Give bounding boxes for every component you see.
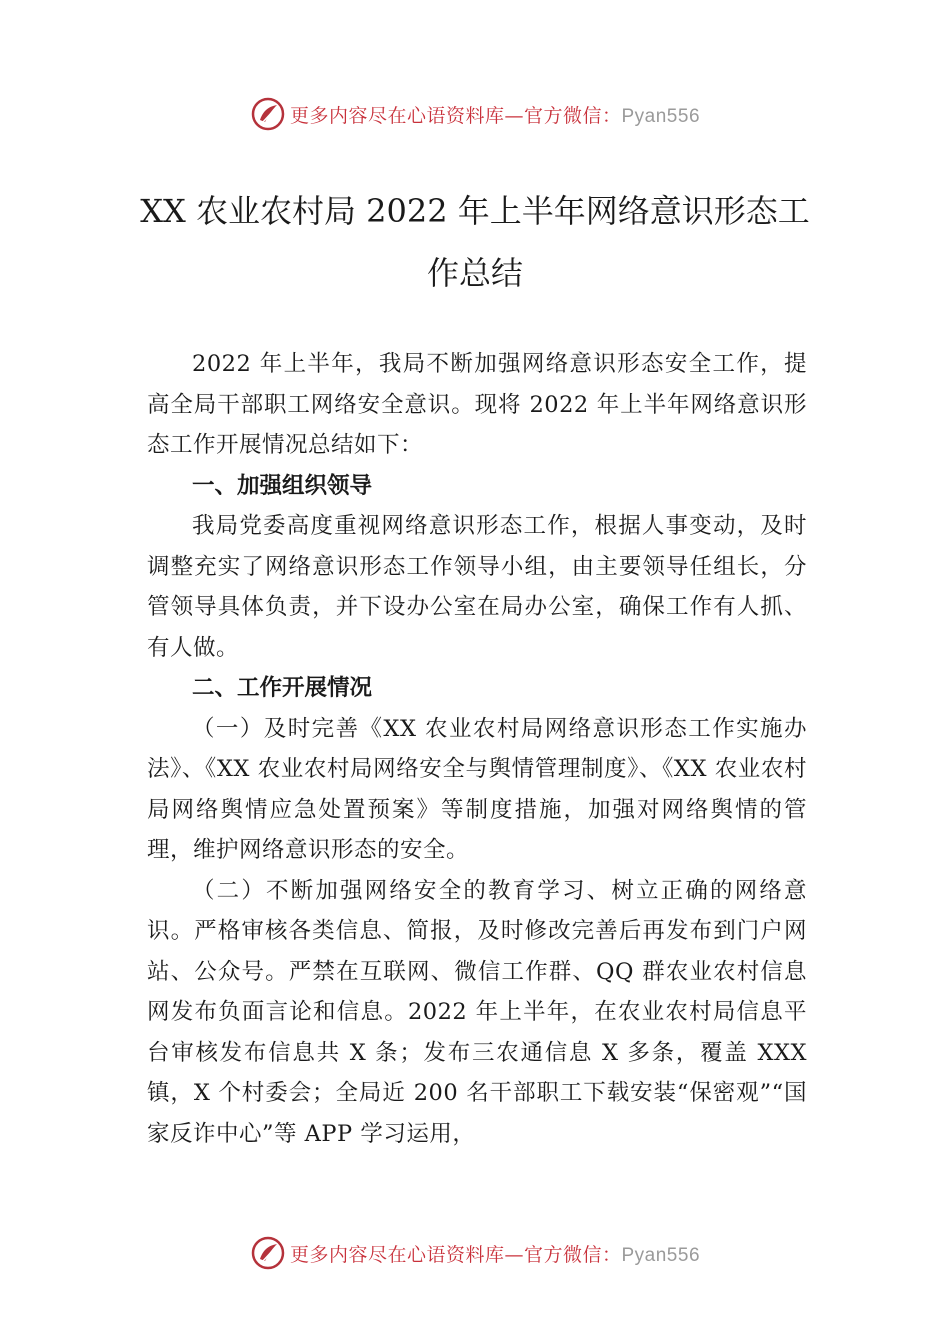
document-body (147, 344, 807, 1154)
document-title: XX 农业农村局 2022 年上半年网络意识形态工作总结 (140, 192, 810, 292)
banner-wechat-id: Pyan556 (621, 105, 701, 127)
logo-icon (250, 1235, 286, 1271)
intro-paragraph: 2022 年上半年，我局不断加强网络意识形态安全工作，提高全局干部职工网络安全意识。现将 2022 年上半年网络意识形态工作开展情况总结如下： (147, 351, 807, 458)
section-heading-1: 一、加强组织领导 (192, 472, 373, 499)
banner-label: 更多内容尽在心语资料库—官方微信： (289, 1243, 622, 1266)
paragraph-3: （二）不断加强网络安全的教育学习、树立正确的网络意识。严格审核各类信息、简报，及时修改完善后再发布到门户网站、公众号。严禁在互联网、微信工作群、QQ 群农业农村信息网发布负面言论和信息。2022 年上半年，在农业农村局信息平台审核发布信息共 X 条；发布三农通信息 X 多条，覆盖 XXX 镇，X 个村委会；全局近 200 名干部职工下载安装“保密观”“国家反诈中心”等 APP 学习运用， (147, 877, 807, 1147)
header-banner (0, 94, 950, 134)
banner-text (290, 1240, 700, 1267)
section-heading-2: 二、工作开展情况 (192, 675, 373, 701)
logo-icon (250, 96, 286, 132)
paragraph-1: 我局党委高度重视网络意识形态工作，根据人事变动，及时调整充实了网络意识形态工作领导小组，由主要领导任组长，分管领导具体负责，并下设办公室在局办公室，确保工作有人抓、有人做。 (147, 513, 807, 661)
banner-text (290, 101, 700, 128)
footer-banner (0, 1233, 950, 1273)
banner-wechat-id: Pyan556 (621, 1244, 701, 1266)
banner-label: 更多内容尽在心语资料库—官方微信： (289, 104, 622, 127)
paragraph-2: （一）及时完善《XX 农业农村局网络意识形态工作实施办法》、《XX 农业农村局网络安全与舆情管理制度》、《XX 农业农村局网络舆情应急处置预案》等制度措施，加强对网络舆情的管理，维护网络意识形态的安全。 (147, 715, 807, 863)
